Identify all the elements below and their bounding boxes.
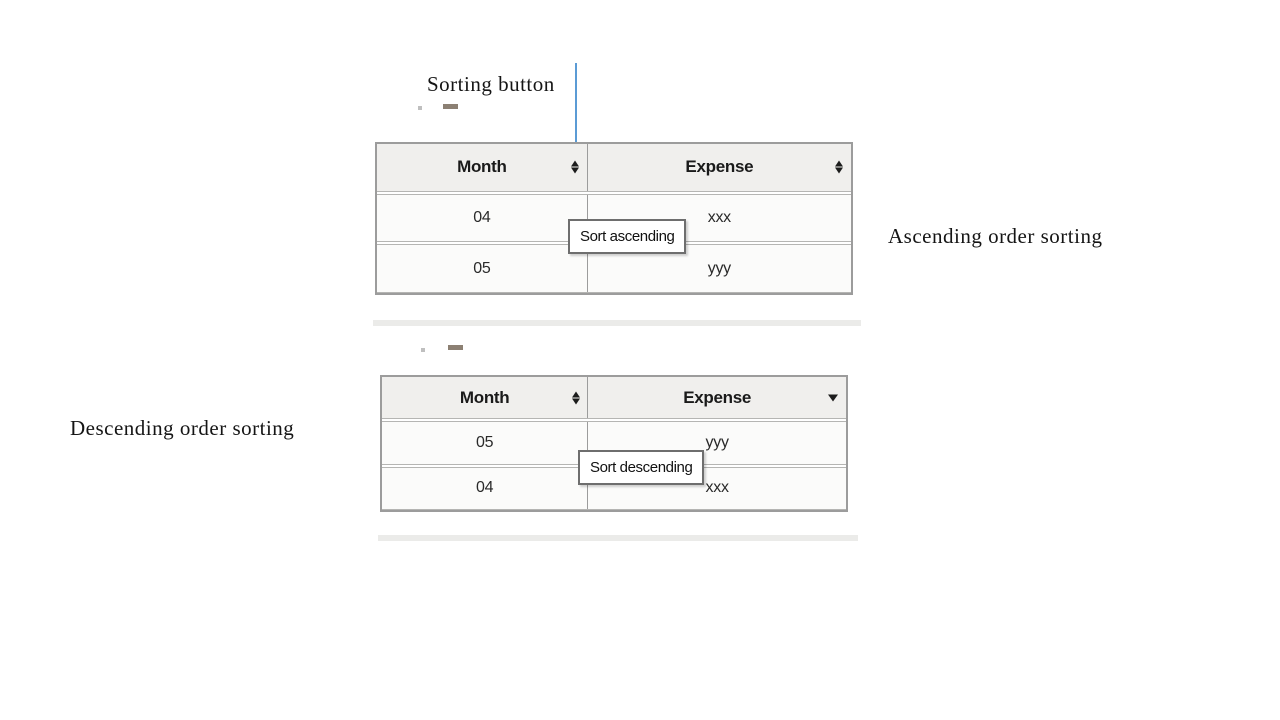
artifact-dot [421, 348, 425, 352]
descending-order-label: Descending order sorting [70, 416, 295, 440]
descending-table-header-row [382, 377, 846, 419]
descending-expense-header[interactable] [588, 377, 846, 418]
sort-ascending-tooltip: Sort ascending [568, 219, 686, 254]
expense-cell: xxx [707, 209, 731, 226]
ascending-month-header[interactable] [377, 144, 588, 191]
sort-descending-tooltip: Sort descending [578, 450, 704, 485]
artifact-dash [448, 345, 463, 350]
descending-month-header-label: Month [459, 387, 510, 407]
sort-both-icon[interactable] [571, 160, 580, 175]
month-cell: 05 [382, 422, 588, 463]
expense-cell: yyy [707, 259, 731, 277]
divider-strip [378, 535, 858, 541]
artifact-dash [443, 104, 458, 109]
ascending-month-header-label: Month [457, 157, 507, 177]
expense-cell: xxx [705, 479, 729, 497]
ascending-expense-header[interactable] [588, 144, 851, 191]
ascending-table-header-row [377, 144, 851, 192]
divider-strip [373, 320, 861, 326]
ascending-order-label: Ascending order sorting [888, 224, 1103, 248]
descending-expense-header-label: Expense [683, 387, 752, 407]
artifact-dot [418, 106, 422, 110]
descending-table [380, 375, 848, 512]
expense-cell: yyy [705, 433, 729, 451]
month-cell: 04 [382, 468, 588, 509]
month-cell: 04 [377, 195, 588, 242]
sort-descending-icon[interactable] [828, 394, 838, 401]
arrow-line [575, 63, 577, 152]
month-cell: 05 [377, 245, 588, 292]
sorting-button-label: Sorting button [427, 72, 555, 96]
sort-both-icon[interactable] [571, 390, 580, 405]
sort-both-icon[interactable] [835, 160, 844, 175]
ascending-expense-header-label: Expense [685, 157, 754, 177]
descending-month-header[interactable] [382, 377, 588, 418]
